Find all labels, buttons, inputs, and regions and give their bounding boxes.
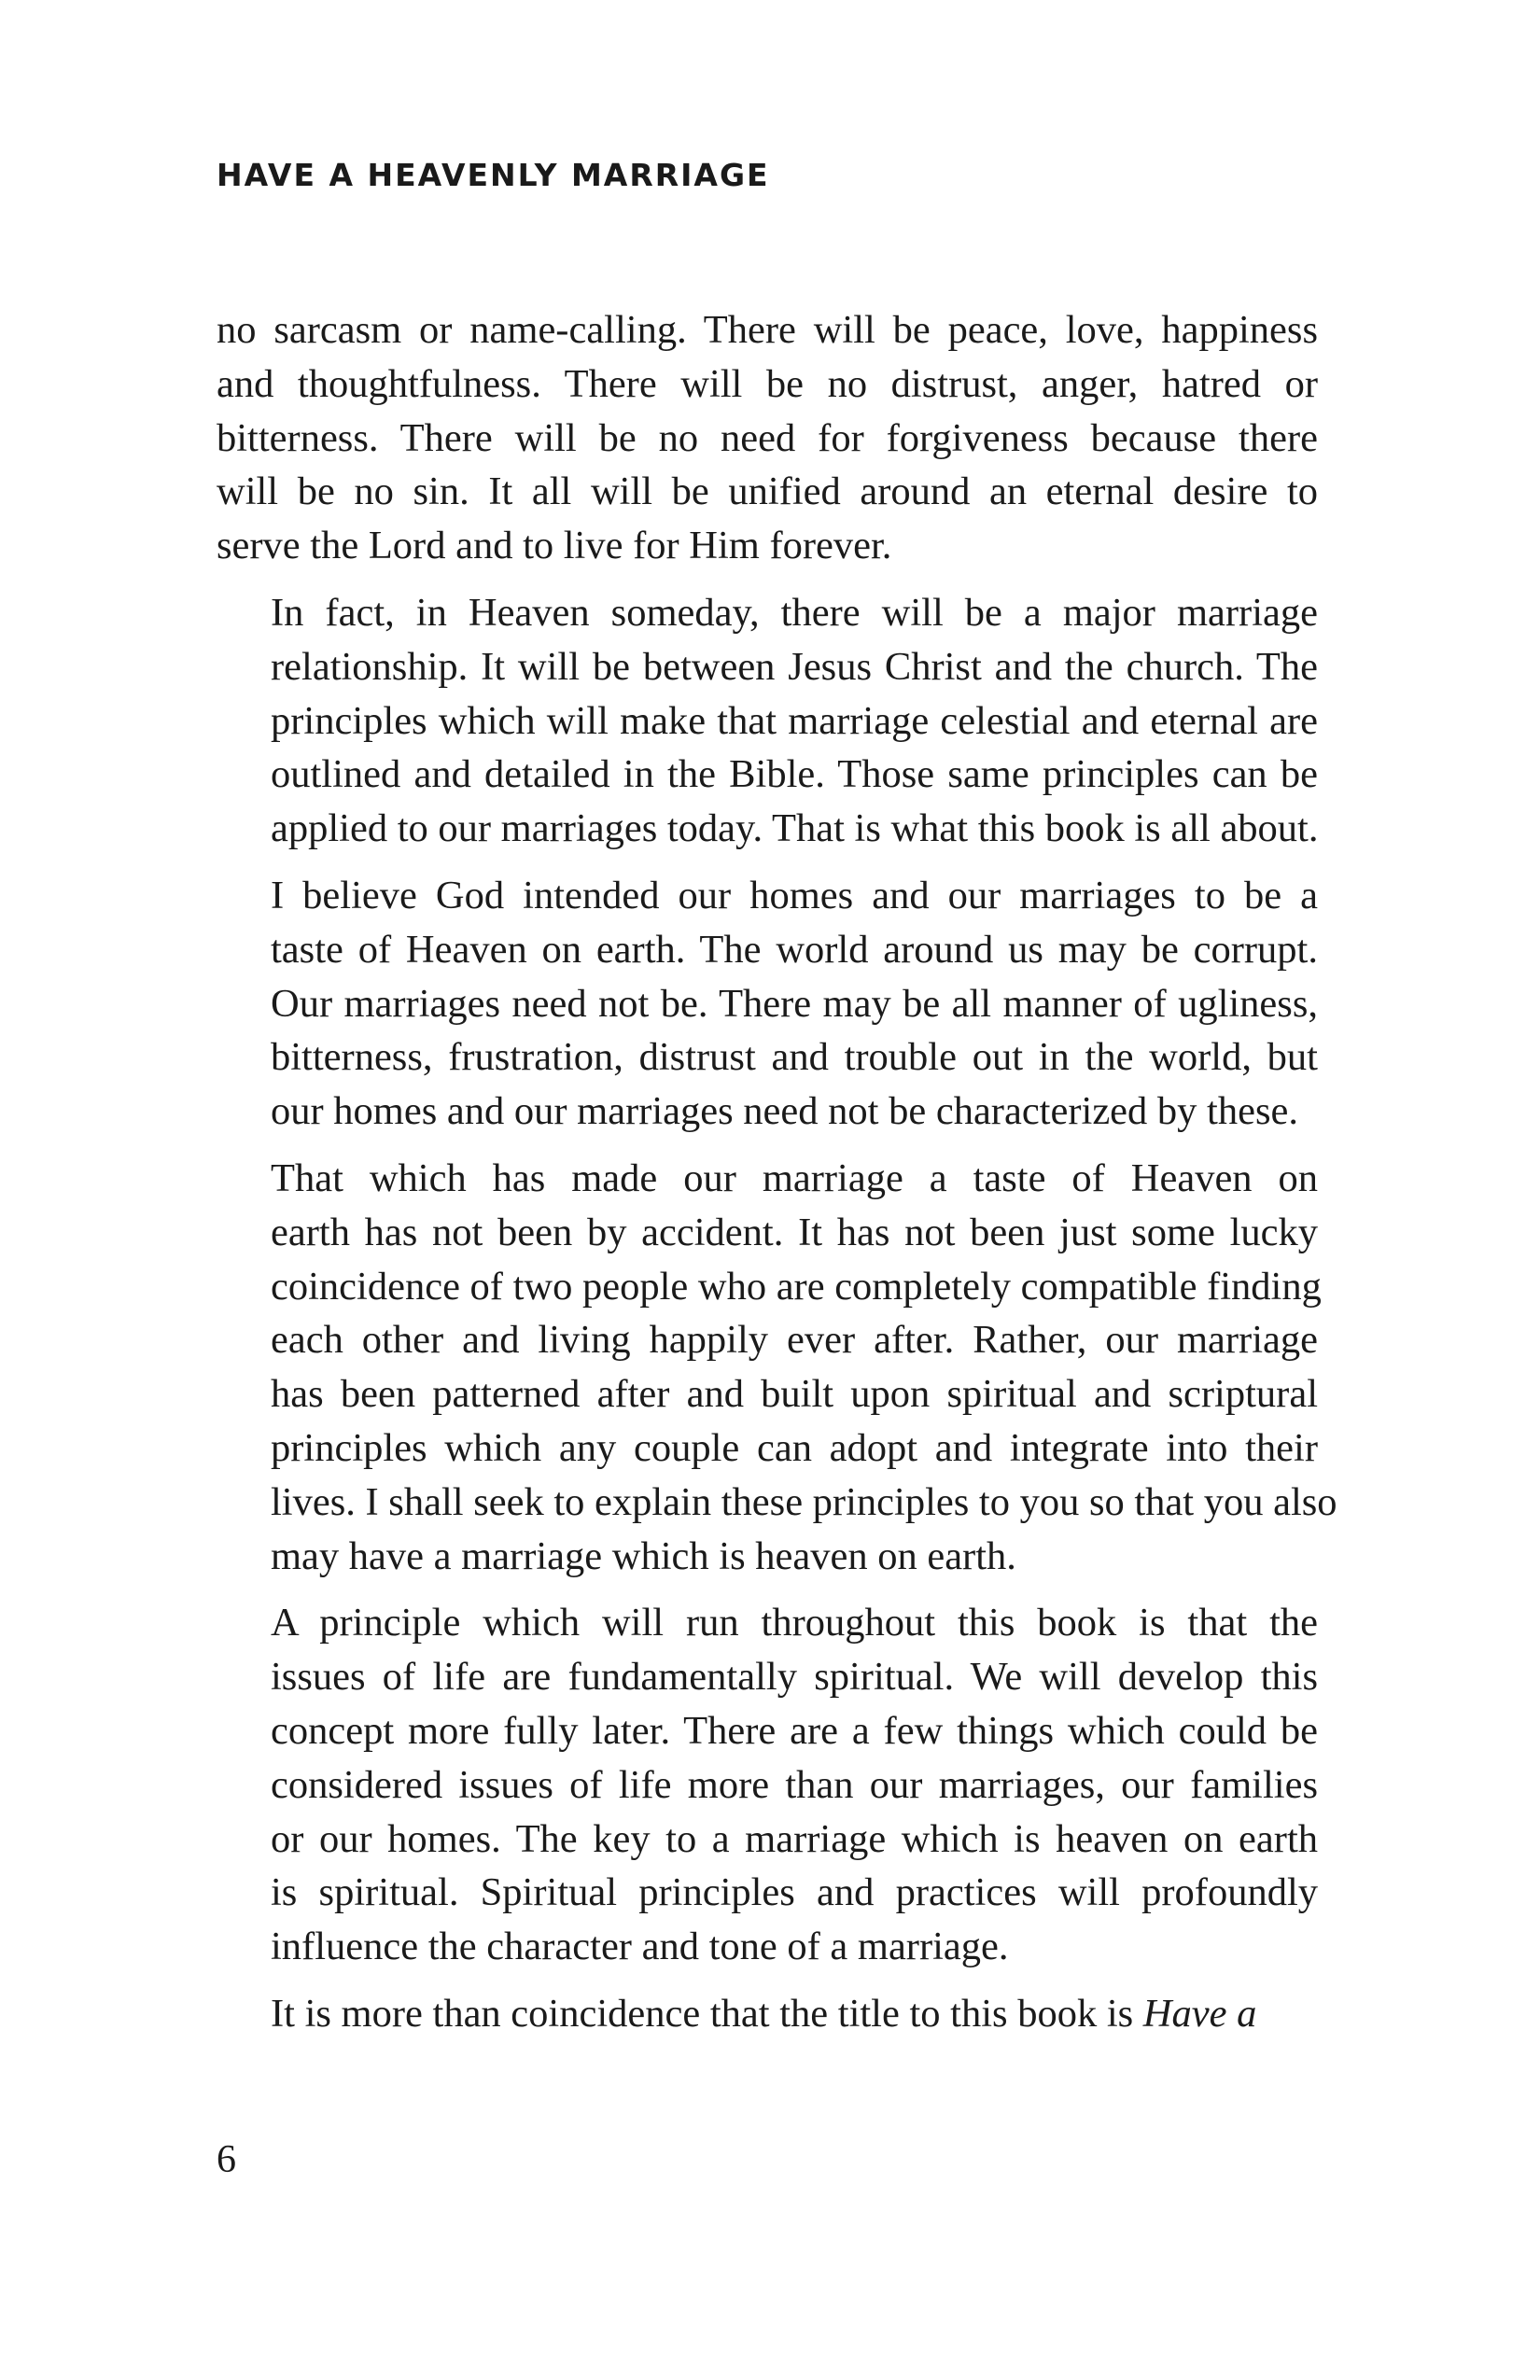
body-line: That which has made our marriage a taste of Heaven on [271, 1155, 1318, 1200]
body-line: principles which any couple can adopt and integrate into their [271, 1425, 1318, 1470]
body-line: may have a marriage which is heaven on earth. [271, 1533, 1016, 1578]
body-text [217, 303, 1337, 2054]
body-line: principles which will make that marriage celestial and eternal are [271, 698, 1318, 743]
paragraph [217, 303, 1318, 573]
paragraph [217, 1596, 1318, 1974]
running-head: HAVE A HEAVENLY MARRIAGE [217, 157, 770, 193]
body-line: In fact, in Heaven someday, there will be a major marriage [271, 590, 1318, 635]
body-line: our homes and our marriages need not be characterized by these. [271, 1089, 1298, 1134]
body-line: influence the character and tone of a marriage. [271, 1925, 1009, 1969]
body-line: bitterness. There will be no need for forgiveness because there [217, 415, 1318, 460]
body-line: is spiritual. Spiritual principles and practices will profoundly [271, 1870, 1318, 1915]
body-line: lives. I shall seek to explain these principles to you so that you also [271, 1479, 1337, 1524]
body-line: applied to our marriages today. That is what this book is all about. [271, 806, 1319, 851]
body-line: Our marriages need not be. There may be all manner of ugliness, [271, 981, 1318, 1026]
body-line [217, 1987, 1318, 2041]
body-line: has been patterned after and built upon spiritual and scriptural [271, 1372, 1318, 1417]
final-line-italic: Have a [1142, 1991, 1257, 2036]
body-line: A principle which will run throughout this book is that the [271, 1601, 1318, 1645]
body-line: I believe God intended our homes and our marriages to be a [271, 873, 1318, 917]
body-line: and thoughtfulness. There will be no distrust, anger, hatred or [217, 361, 1318, 406]
paragraph [217, 869, 1318, 1139]
body-line: taste of Heaven on earth. The world around us may be corrupt. [271, 927, 1318, 972]
paragraph [217, 1152, 1337, 1583]
paragraph-final [217, 1987, 1318, 2041]
body-line: relationship. It will be between Jesus Christ and the church. The [271, 644, 1318, 689]
paragraph-container [217, 303, 1337, 1974]
body-line: considered issues of life more than our marriages, our families [271, 1762, 1318, 1807]
body-line: or our homes. The key to a marriage which is heaven on earth [271, 1816, 1318, 1861]
body-line: bitterness, frustration, distrust and trouble out in the world, but [271, 1035, 1318, 1080]
page-number: 6 [217, 2138, 236, 2181]
body-line: earth has not been by accident. It has not been just some lucky [271, 1210, 1318, 1254]
body-line: serve the Lord and to live for Him forever. [217, 524, 892, 568]
body-line: no sarcasm or name-calling. There will be peace, love, happiness [217, 308, 1318, 352]
body-line: coincidence of two people who are completely compatible finding [271, 1264, 1322, 1309]
body-line: issues of life are fundamentally spiritual. We will develop this [271, 1655, 1318, 1700]
body-line: will be no sin. It all will be unified around an eternal desire to [217, 469, 1318, 514]
body-line: each other and living happily ever after. Rather, our marriage [271, 1318, 1318, 1363]
paragraph [217, 586, 1318, 856]
body-line: concept more fully later. There are a few things which could be [271, 1708, 1318, 1753]
final-line-text: It is more than coincidence that the title to this book is [271, 1991, 1143, 2036]
body-line: outlined and detailed in the Bible. Those same principles can be [271, 752, 1318, 797]
